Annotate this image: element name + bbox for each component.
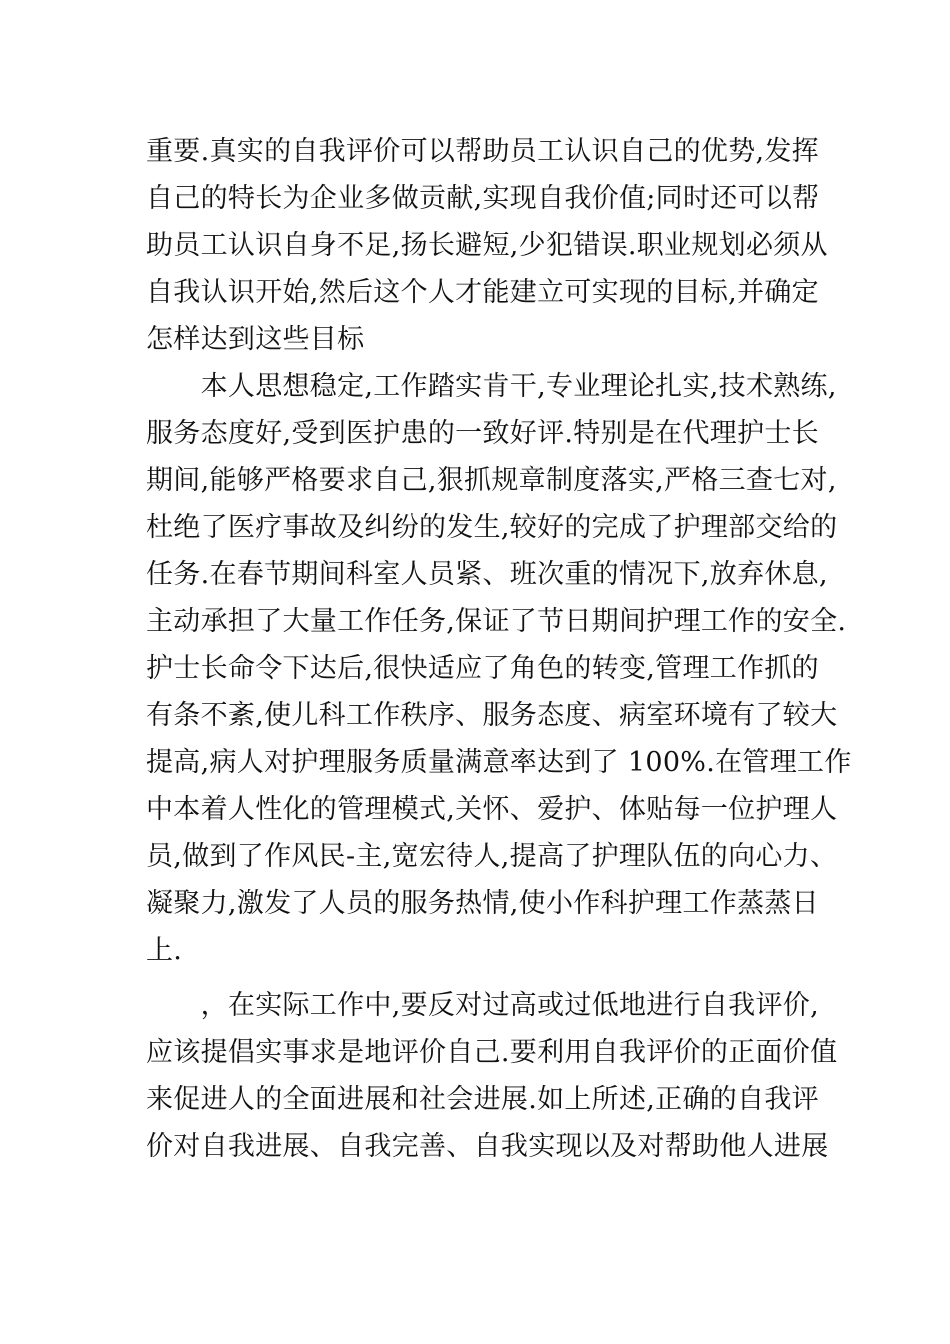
paragraph-3 [146, 982, 838, 1170]
text-line: 杜绝了医疗事故及纠纷的发生,较好的完成了护理部交给的 [146, 512, 838, 543]
document-body [146, 128, 852, 1170]
paragraph-1 [146, 128, 826, 363]
text-line: 价对自我进展、自我完善、自我实现以及对帮助他人进展 [146, 1131, 829, 1162]
text-line: 中本着人性化的管理模式,关怀、爱护、体贴每一位护理人 [146, 794, 838, 825]
text-line: ，在实际工作中,要反对过高或过低地进行自我评价, [146, 990, 819, 1021]
text-line: 重要.真实的自我评价可以帮助员工认识自己的优势,发挥 [146, 136, 819, 167]
text-line: 护士长命令下达后,很快适应了角色的转变,管理工作抓的 [146, 653, 819, 684]
text-line: 主动承担了大量工作任务,保证了节日期间护理工作的安全. [146, 606, 847, 637]
text-line: 怎样达到这些目标 [146, 324, 365, 355]
text-line: 员,做到了作风民-主,宽宏待人,提高了护理队伍的向心力、 [146, 841, 838, 872]
text-line: 本人思想稳定,工作踏实肯干,专业理论扎实,技术熟练, [146, 371, 837, 402]
text-line: 提高,病人对护理服务质量满意率达到了 100%.在管理工作 [146, 747, 852, 778]
text-line: 自己的特长为企业多做贡献,实现自我价值;同时还可以帮 [146, 183, 820, 214]
paragraph-spacer [146, 974, 826, 982]
text-line: 自我认识开始,然后这个人才能建立可实现的目标,并确定 [146, 277, 819, 308]
text-line: 期间,能够严格要求自己,狠抓规章制度落实,严格三查七对, [146, 465, 837, 496]
text-line: 凝聚力,激发了人员的服务热情,使小作科护理工作蒸蒸日 [146, 888, 819, 919]
text-line: 有条不紊,使儿科工作秩序、服务态度、病室环境有了较大 [146, 700, 838, 731]
text-line: 上. [146, 935, 183, 966]
text-line: 助员工认识自身不足,扬长避短,少犯错误.职业规划必须从 [146, 230, 828, 261]
text-line: 服务态度好,受到医护患的一致好评.特别是在代理护士长 [146, 418, 819, 449]
text-line: 应该提倡实事求是地评价自己.要利用自我评价的正面价值 [146, 1037, 838, 1068]
text-line: 任务.在春节期间科室人员紧、班次重的情况下,放弃休息, [146, 559, 828, 590]
paragraph-2 [146, 363, 852, 974]
text-line: 来促进人的全面进展和社会进展.如上所述,正确的自我评 [146, 1084, 819, 1115]
